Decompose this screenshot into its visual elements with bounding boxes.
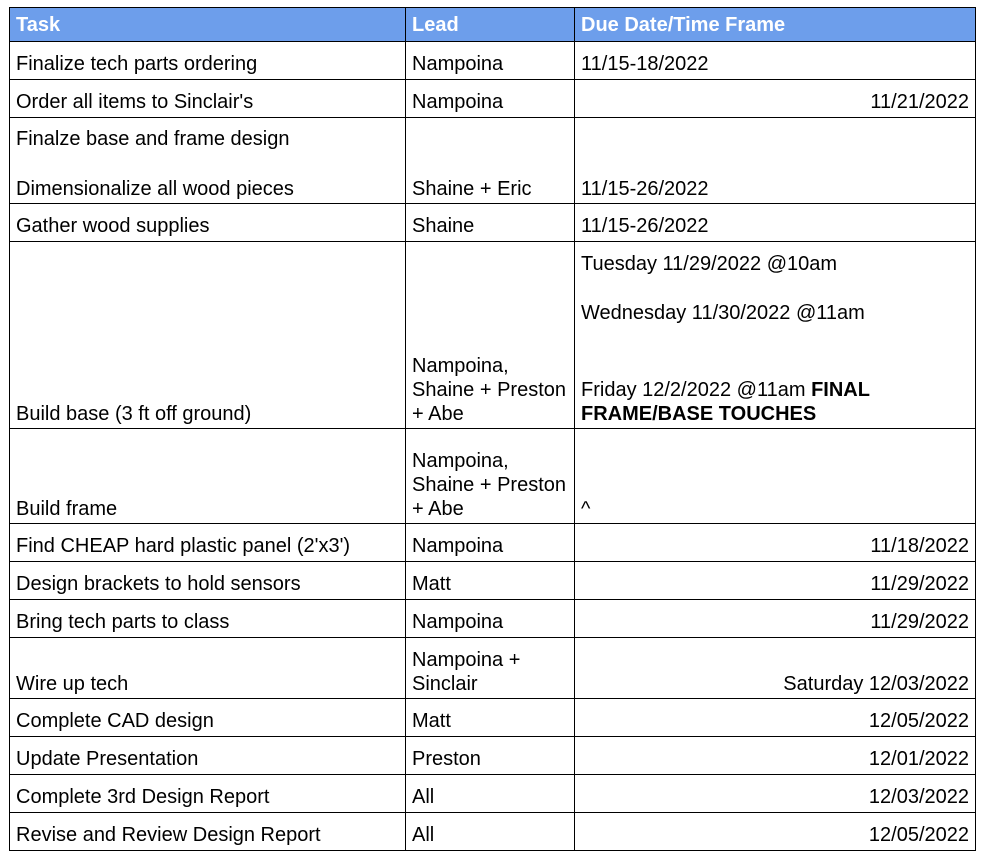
due-cell[interactable]: 11/15-26/2022 [575, 118, 976, 204]
due-cell[interactable]: 11/18/2022 [575, 524, 976, 562]
task-cell[interactable]: Finalize tech parts ordering [10, 42, 406, 80]
due-cell[interactable]: Saturday 12/03/2022 [575, 638, 976, 699]
table-row [10, 42, 976, 80]
task-cell[interactable]: Gather wood supplies [10, 204, 406, 242]
task-cell[interactable]: Complete 3rd Design Report [10, 775, 406, 813]
task-line: Dimensionalize all wood pieces [16, 178, 294, 200]
task-cell[interactable]: Update Presentation [10, 737, 406, 775]
due-line-text: Friday 12/2/2022 @11am [581, 379, 812, 401]
table-row [10, 204, 976, 242]
due-spacer [581, 325, 969, 378]
lead-cell[interactable]: Nampoina, Shaine + Preston + Abe [406, 242, 575, 429]
task-table [9, 7, 976, 851]
lead-cell[interactable]: Nampoina [406, 600, 575, 638]
table-row [10, 429, 976, 524]
due-cell[interactable]: 11/15-18/2022 [575, 42, 976, 80]
task-line: Finalze base and frame design [16, 128, 290, 150]
header-lead[interactable]: Lead [406, 8, 575, 42]
due-line: Wednesday 11/30/2022 @11am [581, 302, 865, 324]
header-task[interactable]: Task [10, 8, 406, 42]
due-cell[interactable]: 11/29/2022 [575, 600, 976, 638]
due-bold-note: FINAL FRAME/BASE TOUCHES [581, 379, 870, 425]
lead-cell[interactable]: All [406, 813, 575, 851]
due-line: Tuesday 11/29/2022 @10am [581, 253, 838, 275]
header-due[interactable]: Due Date/Time Frame [575, 8, 976, 42]
due-cell[interactable]: 12/01/2022 [575, 737, 976, 775]
lead-cell[interactable]: Nampoina [406, 524, 575, 562]
task-cell[interactable]: Wire up tech [10, 638, 406, 699]
task-cell[interactable]: Order all items to Sinclair's [10, 80, 406, 118]
due-cell[interactable]: 12/05/2022 [575, 699, 976, 737]
table-row [10, 600, 976, 638]
due-cell[interactable]: 11/15-26/2022 [575, 204, 976, 242]
task-cell[interactable] [10, 118, 406, 204]
due-cell[interactable]: 12/05/2022 [575, 813, 976, 851]
header-row [10, 8, 976, 42]
task-cell[interactable]: Revise and Review Design Report [10, 813, 406, 851]
task-cell[interactable]: Find CHEAP hard plastic panel (2'x3') [10, 524, 406, 562]
table-row [10, 524, 976, 562]
due-cell[interactable]: 11/29/2022 [575, 562, 976, 600]
due-cell[interactable]: 12/03/2022 [575, 775, 976, 813]
table-row [10, 118, 976, 204]
lead-cell[interactable]: Nampoina [406, 80, 575, 118]
due-cell[interactable]: ^ [575, 429, 976, 524]
table-row [10, 737, 976, 775]
due-line [581, 378, 969, 426]
table-row [10, 80, 976, 118]
lead-cell[interactable]: Nampoina + Sinclair [406, 638, 575, 699]
table-row [10, 699, 976, 737]
lead-cell[interactable]: Nampoina, Shaine + Preston + Abe [406, 429, 575, 524]
lead-cell[interactable]: Shaine + Eric [406, 118, 575, 204]
table-row [10, 242, 976, 429]
lead-cell[interactable]: All [406, 775, 575, 813]
due-cell[interactable]: 11/21/2022 [575, 80, 976, 118]
due-cell[interactable] [575, 242, 976, 429]
table-row [10, 813, 976, 851]
task-cell[interactable]: Complete CAD design [10, 699, 406, 737]
task-cell[interactable]: Design brackets to hold sensors [10, 562, 406, 600]
table-row [10, 562, 976, 600]
task-cell[interactable]: Build base (3 ft off ground) [10, 242, 406, 429]
task-spacer [16, 151, 399, 177]
task-cell[interactable]: Build frame [10, 429, 406, 524]
table-row [10, 775, 976, 813]
lead-cell[interactable]: Matt [406, 699, 575, 737]
lead-cell[interactable]: Preston [406, 737, 575, 775]
task-cell[interactable]: Bring tech parts to class [10, 600, 406, 638]
lead-cell[interactable]: Nampoina [406, 42, 575, 80]
lead-cell[interactable]: Shaine [406, 204, 575, 242]
due-spacer [581, 276, 969, 301]
table-row [10, 638, 976, 699]
lead-cell[interactable]: Matt [406, 562, 575, 600]
